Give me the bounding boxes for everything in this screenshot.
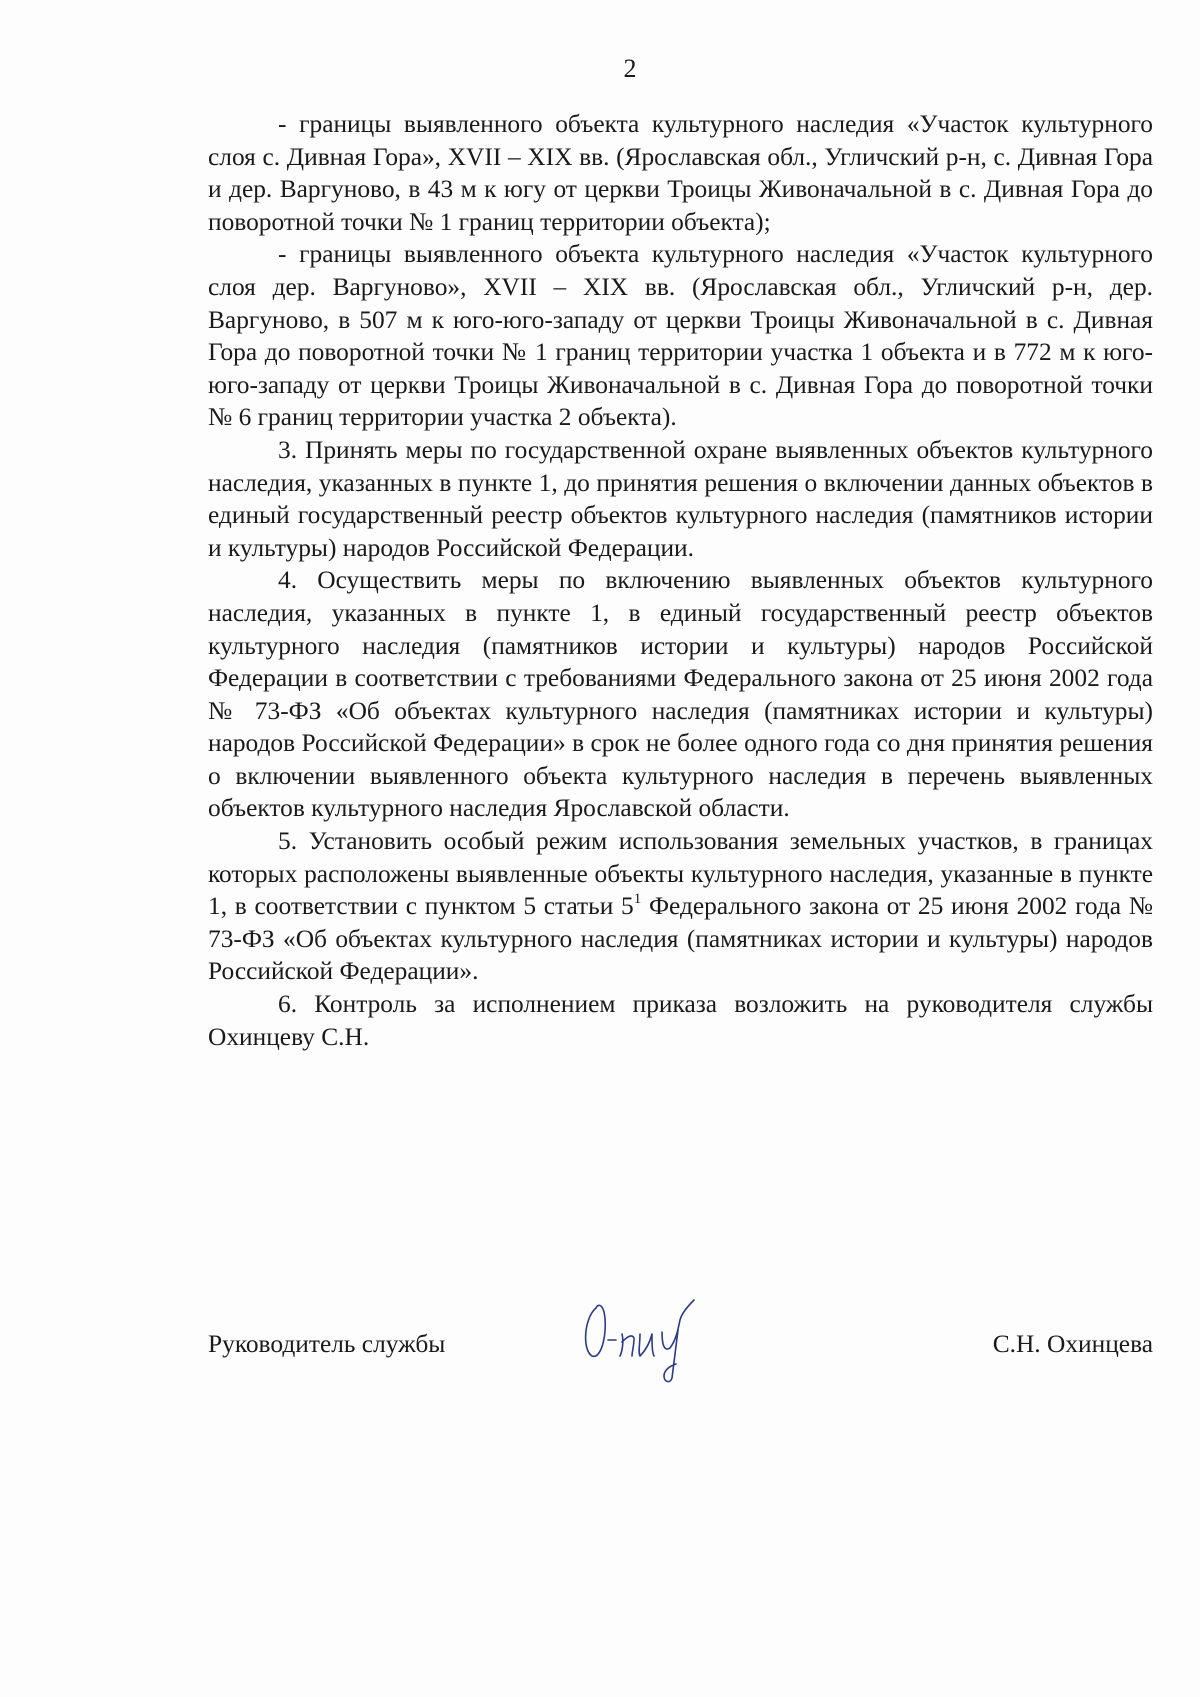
paragraph-item-5-text-b: Федерального закона от 25 июня 2002 года № 73-ФЗ «Об объектах культурного наследия (памятниках истории и культуры) народов Российской Федерации». <box>208 892 1153 986</box>
paragraph-item-6: 6. Контроль за исполнением приказа возложить на руководителя службы Охинцеву С.Н. <box>208 990 1153 1051</box>
paragraph-item-5-text-a: 5. Установить особый режим использования земельных участков, в границах которых расположены выявленные объекты культурного наследия, указанные в пункте 1, в соответствии с пунктом 5 статьи 5 <box>208 827 1153 921</box>
paragraph-boundaries-vargunovo: - границы выявленного объекта культурного наследия «Участок культурного слоя дер. Варгуново», XVII – XIX вв. (Ярославская обл., Угличский р-н, дер. Варгуново, в 507 м к юго-юго-западу от церкви Троицы Живоначальной в с. Дивная Гора до поворотной точки № 1 границ территории участка 1 объекта и в 772 м к юго-юго-западу от церкви Троицы Живоначальной в с. Дивная Гора до поворотной точки № 6 границ территории участка 2 объекта). <box>208 240 1153 432</box>
handwritten-signature <box>578 1290 718 1385</box>
signatory-title: Руководитель службы <box>208 1330 446 1358</box>
signature-block <box>208 1310 1153 1400</box>
paragraph-item-5 <box>208 825 1153 988</box>
page-number: 2 <box>623 54 637 83</box>
paragraph-boundaries-divnaya-gora: - границы выявленного объекта культурного наследия «Участок культурного слоя с. Дивная Гора», XVII – XIX вв. (Ярославская обл., Угличский р-н, с. Дивная Гора и дер. Варгуново, в 43 м к югу от церкви Троицы Живоначальной в с. Дивная Гора до поворотной точки № 1 границ территории объекта); <box>208 110 1153 236</box>
paragraph-item-3: 3. Принять меры по государственной охране выявленных объектов культурного наследия, указанных в пункте 1, до принятия решения о включении данных объектов в единый государственный реестр объектов культурного наследия (памятников истории и культуры) народов Российской Федерации. <box>208 435 1153 562</box>
paragraph-item-4: 4. Осуществить меры по включению выявленных объектов культурного наследия, указанных в пункте 1, в единый государственный реестр объектов культурного наследия (памятников истории и культуры) народов Российской Федерации в соответствии с требованиями Федерального закона от 25 июня 2002 года № 73-ФЗ «Об объектах культурного наследия (памятниках истории и культуры) народов Российской Федерации» в срок не более одного года со дня принятия решения о включении выявленного объекта культурного наследия в перечень выявленных объектов культурного наследия Ярославской области. <box>208 566 1153 823</box>
superscript-article-number: 1 <box>633 891 642 908</box>
document-body <box>208 108 1153 1053</box>
signatory-name: С.Н. Охинцева <box>992 1330 1153 1358</box>
